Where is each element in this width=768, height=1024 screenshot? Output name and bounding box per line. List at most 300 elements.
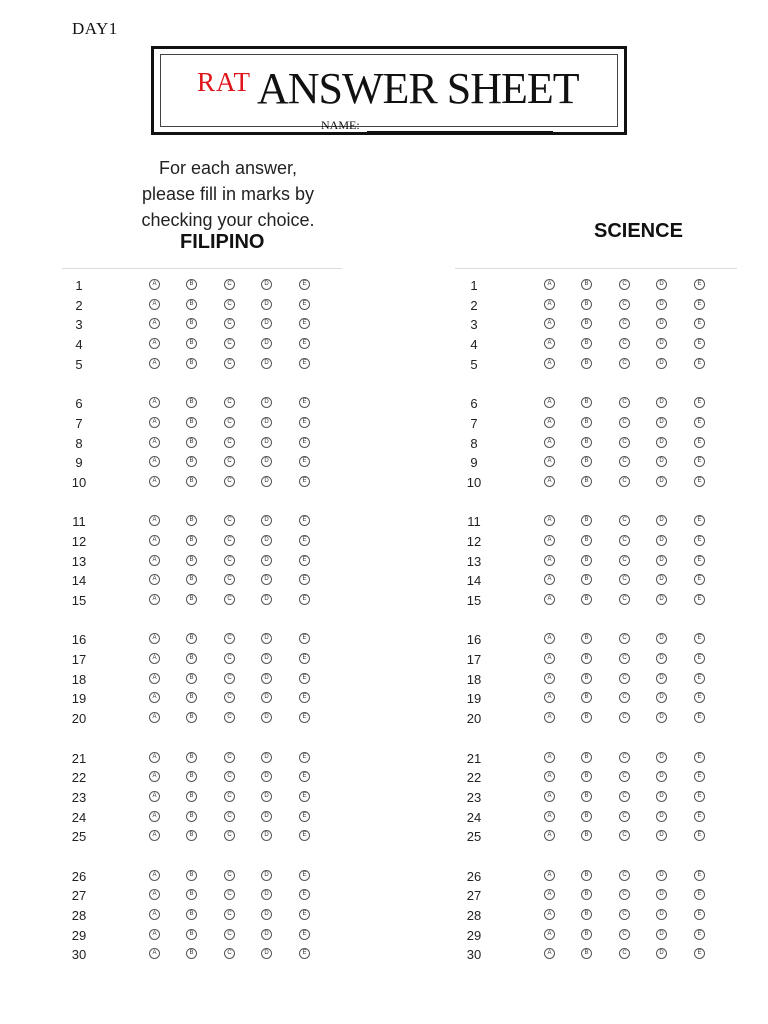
answer-bubble-a[interactable]: A [544, 338, 555, 349]
answer-bubble-d[interactable]: D [261, 299, 272, 310]
answer-bubble-a[interactable]: A [149, 673, 160, 684]
answer-bubble-b[interactable]: B [186, 358, 197, 369]
answer-bubble-e[interactable]: E [299, 338, 310, 349]
answer-bubble-b[interactable]: B [581, 653, 592, 664]
answer-bubble-c[interactable]: C [224, 870, 235, 881]
answer-bubble-c[interactable]: C [224, 338, 235, 349]
answer-bubble-d[interactable]: D [261, 318, 272, 329]
answer-bubble-e[interactable]: E [694, 692, 705, 703]
answer-bubble-d[interactable]: D [656, 633, 667, 644]
answer-bubble-d[interactable]: D [656, 299, 667, 310]
answer-bubble-d[interactable]: D [261, 929, 272, 940]
answer-bubble-a[interactable]: A [544, 948, 555, 959]
answer-bubble-d[interactable]: D [261, 712, 272, 723]
answer-bubble-b[interactable]: B [581, 791, 592, 802]
answer-bubble-e[interactable]: E [694, 830, 705, 841]
answer-bubble-a[interactable]: A [149, 633, 160, 644]
answer-bubble-e[interactable]: E [299, 870, 310, 881]
answer-bubble-c[interactable]: C [224, 358, 235, 369]
answer-bubble-e[interactable]: E [299, 476, 310, 487]
answer-bubble-b[interactable]: B [581, 594, 592, 605]
answer-bubble-a[interactable]: A [544, 574, 555, 585]
answer-bubble-e[interactable]: E [694, 476, 705, 487]
answer-bubble-c[interactable]: C [224, 535, 235, 546]
answer-bubble-e[interactable]: E [694, 948, 705, 959]
answer-bubble-c[interactable]: C [619, 417, 630, 428]
answer-bubble-d[interactable]: D [261, 456, 272, 467]
answer-bubble-d[interactable]: D [656, 791, 667, 802]
answer-bubble-b[interactable]: B [581, 752, 592, 763]
answer-bubble-d[interactable]: D [261, 889, 272, 900]
answer-bubble-e[interactable]: E [694, 889, 705, 900]
answer-bubble-a[interactable]: A [544, 712, 555, 723]
answer-bubble-d[interactable]: D [656, 476, 667, 487]
answer-bubble-e[interactable]: E [694, 456, 705, 467]
answer-bubble-a[interactable]: A [544, 811, 555, 822]
answer-bubble-c[interactable]: C [224, 299, 235, 310]
answer-bubble-c[interactable]: C [224, 948, 235, 959]
answer-bubble-a[interactable]: A [544, 633, 555, 644]
answer-bubble-c[interactable]: C [224, 633, 235, 644]
answer-bubble-b[interactable]: B [186, 338, 197, 349]
answer-bubble-d[interactable]: D [656, 555, 667, 566]
answer-bubble-d[interactable]: D [656, 318, 667, 329]
answer-bubble-a[interactable]: A [544, 456, 555, 467]
answer-bubble-d[interactable]: D [261, 279, 272, 290]
answer-bubble-b[interactable]: B [581, 692, 592, 703]
answer-bubble-c[interactable]: C [224, 771, 235, 782]
answer-bubble-b[interactable]: B [186, 752, 197, 763]
answer-bubble-e[interactable]: E [694, 712, 705, 723]
answer-bubble-a[interactable]: A [544, 397, 555, 408]
answer-bubble-c[interactable]: C [619, 929, 630, 940]
answer-bubble-c[interactable]: C [619, 771, 630, 782]
answer-bubble-b[interactable]: B [186, 653, 197, 664]
answer-bubble-a[interactable]: A [544, 299, 555, 310]
answer-bubble-c[interactable]: C [619, 456, 630, 467]
answer-bubble-b[interactable]: B [581, 574, 592, 585]
answer-bubble-a[interactable]: A [149, 555, 160, 566]
answer-bubble-e[interactable]: E [299, 830, 310, 841]
answer-bubble-c[interactable]: C [619, 791, 630, 802]
answer-bubble-c[interactable]: C [619, 437, 630, 448]
answer-bubble-b[interactable]: B [581, 889, 592, 900]
answer-bubble-c[interactable]: C [224, 791, 235, 802]
answer-bubble-a[interactable]: A [544, 692, 555, 703]
answer-bubble-e[interactable]: E [694, 929, 705, 940]
answer-bubble-d[interactable]: D [261, 397, 272, 408]
answer-bubble-c[interactable]: C [619, 574, 630, 585]
answer-bubble-a[interactable]: A [149, 653, 160, 664]
answer-bubble-c[interactable]: C [224, 574, 235, 585]
answer-bubble-c[interactable]: C [619, 476, 630, 487]
answer-bubble-e[interactable]: E [299, 948, 310, 959]
answer-bubble-e[interactable]: E [694, 358, 705, 369]
answer-bubble-a[interactable]: A [149, 594, 160, 605]
answer-bubble-b[interactable]: B [581, 830, 592, 841]
answer-bubble-b[interactable]: B [581, 535, 592, 546]
answer-bubble-d[interactable]: D [261, 692, 272, 703]
answer-bubble-d[interactable]: D [261, 633, 272, 644]
answer-bubble-a[interactable]: A [149, 909, 160, 920]
answer-bubble-d[interactable]: D [261, 594, 272, 605]
answer-bubble-e[interactable]: E [694, 515, 705, 526]
answer-bubble-e[interactable]: E [299, 535, 310, 546]
answer-bubble-e[interactable]: E [694, 633, 705, 644]
answer-bubble-d[interactable]: D [261, 555, 272, 566]
answer-bubble-b[interactable]: B [581, 948, 592, 959]
answer-bubble-a[interactable]: A [149, 791, 160, 802]
answer-bubble-a[interactable]: A [149, 752, 160, 763]
answer-bubble-e[interactable]: E [299, 752, 310, 763]
answer-bubble-a[interactable]: A [544, 653, 555, 664]
answer-bubble-a[interactable]: A [149, 692, 160, 703]
answer-bubble-b[interactable]: B [186, 929, 197, 940]
answer-bubble-c[interactable]: C [224, 437, 235, 448]
answer-bubble-b[interactable]: B [581, 712, 592, 723]
answer-bubble-b[interactable]: B [186, 811, 197, 822]
answer-bubble-e[interactable]: E [299, 889, 310, 900]
answer-bubble-a[interactable]: A [149, 417, 160, 428]
answer-bubble-d[interactable]: D [261, 535, 272, 546]
answer-bubble-e[interactable]: E [299, 437, 310, 448]
answer-bubble-b[interactable]: B [186, 870, 197, 881]
answer-bubble-e[interactable]: E [299, 318, 310, 329]
answer-bubble-e[interactable]: E [299, 358, 310, 369]
answer-bubble-a[interactable]: A [149, 358, 160, 369]
answer-bubble-c[interactable]: C [619, 555, 630, 566]
answer-bubble-c[interactable]: C [224, 811, 235, 822]
name-line[interactable] [367, 131, 553, 132]
answer-bubble-a[interactable]: A [544, 318, 555, 329]
answer-bubble-d[interactable]: D [261, 771, 272, 782]
answer-bubble-b[interactable]: B [186, 771, 197, 782]
answer-bubble-b[interactable]: B [186, 555, 197, 566]
answer-bubble-c[interactable]: C [224, 476, 235, 487]
answer-bubble-d[interactable]: D [656, 358, 667, 369]
answer-bubble-a[interactable]: A [544, 594, 555, 605]
answer-bubble-a[interactable]: A [544, 358, 555, 369]
answer-bubble-e[interactable]: E [694, 771, 705, 782]
answer-bubble-a[interactable]: A [149, 437, 160, 448]
answer-bubble-b[interactable]: B [581, 358, 592, 369]
answer-bubble-b[interactable]: B [581, 870, 592, 881]
answer-bubble-d[interactable]: D [656, 752, 667, 763]
answer-bubble-a[interactable]: A [149, 889, 160, 900]
answer-bubble-e[interactable]: E [299, 673, 310, 684]
answer-bubble-d[interactable]: D [261, 870, 272, 881]
answer-bubble-a[interactable]: A [544, 889, 555, 900]
answer-bubble-c[interactable]: C [619, 889, 630, 900]
answer-bubble-b[interactable]: B [186, 909, 197, 920]
answer-bubble-a[interactable]: A [149, 771, 160, 782]
answer-bubble-d[interactable]: D [656, 279, 667, 290]
answer-bubble-a[interactable]: A [149, 870, 160, 881]
answer-bubble-c[interactable]: C [224, 555, 235, 566]
answer-bubble-b[interactable]: B [186, 437, 197, 448]
answer-bubble-b[interactable]: B [186, 417, 197, 428]
answer-bubble-e[interactable]: E [694, 299, 705, 310]
answer-bubble-e[interactable]: E [299, 417, 310, 428]
answer-bubble-b[interactable]: B [186, 318, 197, 329]
answer-bubble-c[interactable]: C [224, 279, 235, 290]
answer-bubble-d[interactable]: D [261, 574, 272, 585]
answer-bubble-c[interactable]: C [619, 692, 630, 703]
answer-bubble-c[interactable]: C [619, 299, 630, 310]
answer-bubble-a[interactable]: A [544, 752, 555, 763]
answer-bubble-c[interactable]: C [619, 948, 630, 959]
answer-bubble-d[interactable]: D [656, 948, 667, 959]
answer-bubble-b[interactable]: B [186, 397, 197, 408]
answer-bubble-b[interactable]: B [581, 555, 592, 566]
answer-bubble-b[interactable]: B [581, 515, 592, 526]
answer-bubble-a[interactable]: A [149, 397, 160, 408]
answer-bubble-c[interactable]: C [224, 692, 235, 703]
answer-bubble-c[interactable]: C [224, 889, 235, 900]
answer-bubble-e[interactable]: E [694, 870, 705, 881]
answer-bubble-d[interactable]: D [656, 811, 667, 822]
answer-bubble-e[interactable]: E [694, 318, 705, 329]
answer-bubble-e[interactable]: E [694, 574, 705, 585]
answer-bubble-c[interactable]: C [619, 752, 630, 763]
answer-bubble-e[interactable]: E [694, 279, 705, 290]
answer-bubble-e[interactable]: E [299, 633, 310, 644]
answer-bubble-d[interactable]: D [656, 909, 667, 920]
answer-bubble-d[interactable]: D [656, 338, 667, 349]
answer-bubble-a[interactable]: A [149, 929, 160, 940]
answer-bubble-d[interactable]: D [656, 417, 667, 428]
answer-bubble-b[interactable]: B [186, 791, 197, 802]
answer-bubble-d[interactable]: D [261, 417, 272, 428]
answer-bubble-b[interactable]: B [186, 299, 197, 310]
answer-bubble-b[interactable]: B [581, 456, 592, 467]
answer-bubble-b[interactable]: B [581, 299, 592, 310]
answer-bubble-d[interactable]: D [656, 771, 667, 782]
answer-bubble-e[interactable]: E [299, 653, 310, 664]
answer-bubble-e[interactable]: E [299, 279, 310, 290]
answer-bubble-e[interactable]: E [694, 673, 705, 684]
answer-bubble-b[interactable]: B [581, 338, 592, 349]
answer-bubble-a[interactable]: A [149, 811, 160, 822]
answer-bubble-d[interactable]: D [261, 476, 272, 487]
answer-bubble-b[interactable]: B [186, 476, 197, 487]
answer-bubble-c[interactable]: C [619, 515, 630, 526]
answer-bubble-e[interactable]: E [299, 299, 310, 310]
answer-bubble-e[interactable]: E [694, 653, 705, 664]
answer-bubble-c[interactable]: C [619, 673, 630, 684]
answer-bubble-b[interactable]: B [186, 279, 197, 290]
answer-bubble-e[interactable]: E [694, 397, 705, 408]
answer-bubble-c[interactable]: C [224, 318, 235, 329]
answer-bubble-e[interactable]: E [694, 417, 705, 428]
answer-bubble-d[interactable]: D [261, 515, 272, 526]
answer-bubble-e[interactable]: E [694, 752, 705, 763]
answer-bubble-c[interactable]: C [224, 417, 235, 428]
answer-bubble-b[interactable]: B [581, 437, 592, 448]
answer-bubble-d[interactable]: D [656, 535, 667, 546]
answer-bubble-d[interactable]: D [261, 437, 272, 448]
answer-bubble-c[interactable]: C [619, 653, 630, 664]
answer-bubble-b[interactable]: B [581, 318, 592, 329]
answer-bubble-a[interactable]: A [544, 279, 555, 290]
answer-bubble-c[interactable]: C [619, 633, 630, 644]
answer-bubble-d[interactable]: D [261, 811, 272, 822]
answer-bubble-d[interactable]: D [261, 909, 272, 920]
answer-bubble-b[interactable]: B [186, 594, 197, 605]
answer-bubble-b[interactable]: B [581, 279, 592, 290]
answer-bubble-d[interactable]: D [656, 515, 667, 526]
answer-bubble-e[interactable]: E [694, 437, 705, 448]
answer-bubble-e[interactable]: E [299, 791, 310, 802]
answer-bubble-b[interactable]: B [581, 417, 592, 428]
answer-bubble-e[interactable]: E [299, 712, 310, 723]
answer-bubble-e[interactable]: E [299, 594, 310, 605]
answer-bubble-a[interactable]: A [544, 929, 555, 940]
answer-bubble-a[interactable]: A [544, 791, 555, 802]
answer-bubble-c[interactable]: C [619, 397, 630, 408]
answer-bubble-e[interactable]: E [299, 929, 310, 940]
answer-bubble-c[interactable]: C [224, 594, 235, 605]
answer-bubble-a[interactable]: A [149, 830, 160, 841]
answer-bubble-b[interactable]: B [581, 476, 592, 487]
answer-bubble-b[interactable]: B [186, 633, 197, 644]
answer-bubble-d[interactable]: D [656, 830, 667, 841]
answer-bubble-d[interactable]: D [261, 830, 272, 841]
answer-bubble-b[interactable]: B [186, 692, 197, 703]
answer-bubble-e[interactable]: E [694, 909, 705, 920]
answer-bubble-d[interactable]: D [656, 456, 667, 467]
answer-bubble-c[interactable]: C [224, 397, 235, 408]
answer-bubble-b[interactable]: B [581, 811, 592, 822]
answer-bubble-e[interactable]: E [299, 811, 310, 822]
answer-bubble-d[interactable]: D [261, 752, 272, 763]
answer-bubble-a[interactable]: A [544, 673, 555, 684]
answer-bubble-a[interactable]: A [544, 535, 555, 546]
answer-bubble-e[interactable]: E [299, 692, 310, 703]
answer-bubble-a[interactable]: A [149, 574, 160, 585]
answer-bubble-e[interactable]: E [694, 811, 705, 822]
answer-bubble-c[interactable]: C [224, 673, 235, 684]
answer-bubble-b[interactable]: B [581, 633, 592, 644]
answer-bubble-b[interactable]: B [581, 397, 592, 408]
answer-bubble-b[interactable]: B [186, 515, 197, 526]
answer-bubble-d[interactable]: D [656, 929, 667, 940]
answer-bubble-c[interactable]: C [619, 811, 630, 822]
answer-bubble-d[interactable]: D [261, 338, 272, 349]
answer-bubble-c[interactable]: C [619, 830, 630, 841]
answer-bubble-b[interactable]: B [186, 456, 197, 467]
answer-bubble-a[interactable]: A [149, 318, 160, 329]
answer-bubble-b[interactable]: B [186, 673, 197, 684]
answer-bubble-d[interactable]: D [656, 692, 667, 703]
answer-bubble-c[interactable]: C [619, 318, 630, 329]
answer-bubble-e[interactable]: E [299, 574, 310, 585]
answer-bubble-c[interactable]: C [619, 358, 630, 369]
answer-bubble-b[interactable]: B [186, 948, 197, 959]
answer-bubble-d[interactable]: D [656, 712, 667, 723]
answer-bubble-d[interactable]: D [656, 574, 667, 585]
answer-bubble-e[interactable]: E [299, 555, 310, 566]
answer-bubble-a[interactable]: A [544, 909, 555, 920]
answer-bubble-b[interactable]: B [186, 574, 197, 585]
answer-bubble-a[interactable]: A [544, 417, 555, 428]
answer-bubble-d[interactable]: D [656, 437, 667, 448]
answer-bubble-a[interactable]: A [544, 476, 555, 487]
answer-bubble-a[interactable]: A [544, 870, 555, 881]
answer-bubble-c[interactable]: C [224, 515, 235, 526]
answer-bubble-c[interactable]: C [224, 830, 235, 841]
answer-bubble-a[interactable]: A [544, 830, 555, 841]
answer-bubble-e[interactable]: E [299, 397, 310, 408]
answer-bubble-d[interactable]: D [261, 948, 272, 959]
answer-bubble-d[interactable]: D [656, 673, 667, 684]
answer-bubble-b[interactable]: B [581, 771, 592, 782]
answer-bubble-a[interactable]: A [149, 712, 160, 723]
answer-bubble-c[interactable]: C [224, 712, 235, 723]
answer-bubble-a[interactable]: A [149, 338, 160, 349]
answer-bubble-d[interactable]: D [656, 397, 667, 408]
answer-bubble-a[interactable]: A [544, 437, 555, 448]
answer-bubble-b[interactable]: B [581, 909, 592, 920]
answer-bubble-a[interactable]: A [544, 771, 555, 782]
answer-bubble-c[interactable]: C [619, 594, 630, 605]
answer-bubble-a[interactable]: A [544, 555, 555, 566]
answer-bubble-e[interactable]: E [299, 515, 310, 526]
answer-bubble-a[interactable]: A [149, 279, 160, 290]
answer-bubble-e[interactable]: E [694, 535, 705, 546]
answer-bubble-b[interactable]: B [581, 929, 592, 940]
answer-bubble-a[interactable]: A [544, 515, 555, 526]
answer-bubble-d[interactable]: D [261, 673, 272, 684]
answer-bubble-d[interactable]: D [656, 594, 667, 605]
answer-bubble-a[interactable]: A [149, 535, 160, 546]
answer-bubble-b[interactable]: B [186, 830, 197, 841]
answer-bubble-b[interactable]: B [186, 712, 197, 723]
answer-bubble-c[interactable]: C [224, 752, 235, 763]
answer-bubble-c[interactable]: C [619, 279, 630, 290]
answer-bubble-d[interactable]: D [261, 791, 272, 802]
answer-bubble-a[interactable]: A [149, 456, 160, 467]
answer-bubble-a[interactable]: A [149, 299, 160, 310]
answer-bubble-e[interactable]: E [299, 909, 310, 920]
answer-bubble-e[interactable]: E [694, 594, 705, 605]
answer-bubble-d[interactable]: D [261, 653, 272, 664]
answer-bubble-d[interactable]: D [656, 889, 667, 900]
answer-bubble-a[interactable]: A [149, 948, 160, 959]
answer-bubble-c[interactable]: C [224, 929, 235, 940]
answer-bubble-c[interactable]: C [619, 712, 630, 723]
answer-bubble-b[interactable]: B [186, 535, 197, 546]
answer-bubble-e[interactable]: E [299, 456, 310, 467]
answer-bubble-c[interactable]: C [619, 909, 630, 920]
answer-bubble-b[interactable]: B [186, 889, 197, 900]
answer-bubble-d[interactable]: D [261, 358, 272, 369]
answer-bubble-e[interactable]: E [299, 771, 310, 782]
answer-bubble-e[interactable]: E [694, 791, 705, 802]
answer-bubble-c[interactable]: C [619, 870, 630, 881]
answer-bubble-d[interactable]: D [656, 653, 667, 664]
answer-bubble-b[interactable]: B [581, 673, 592, 684]
answer-bubble-e[interactable]: E [694, 555, 705, 566]
answer-bubble-d[interactable]: D [656, 870, 667, 881]
answer-bubble-a[interactable]: A [149, 515, 160, 526]
answer-bubble-c[interactable]: C [619, 338, 630, 349]
answer-bubble-a[interactable]: A [149, 476, 160, 487]
answer-bubble-c[interactable]: C [224, 653, 235, 664]
answer-bubble-e[interactable]: E [694, 338, 705, 349]
answer-bubble-c[interactable]: C [224, 456, 235, 467]
answer-bubble-c[interactable]: C [224, 909, 235, 920]
